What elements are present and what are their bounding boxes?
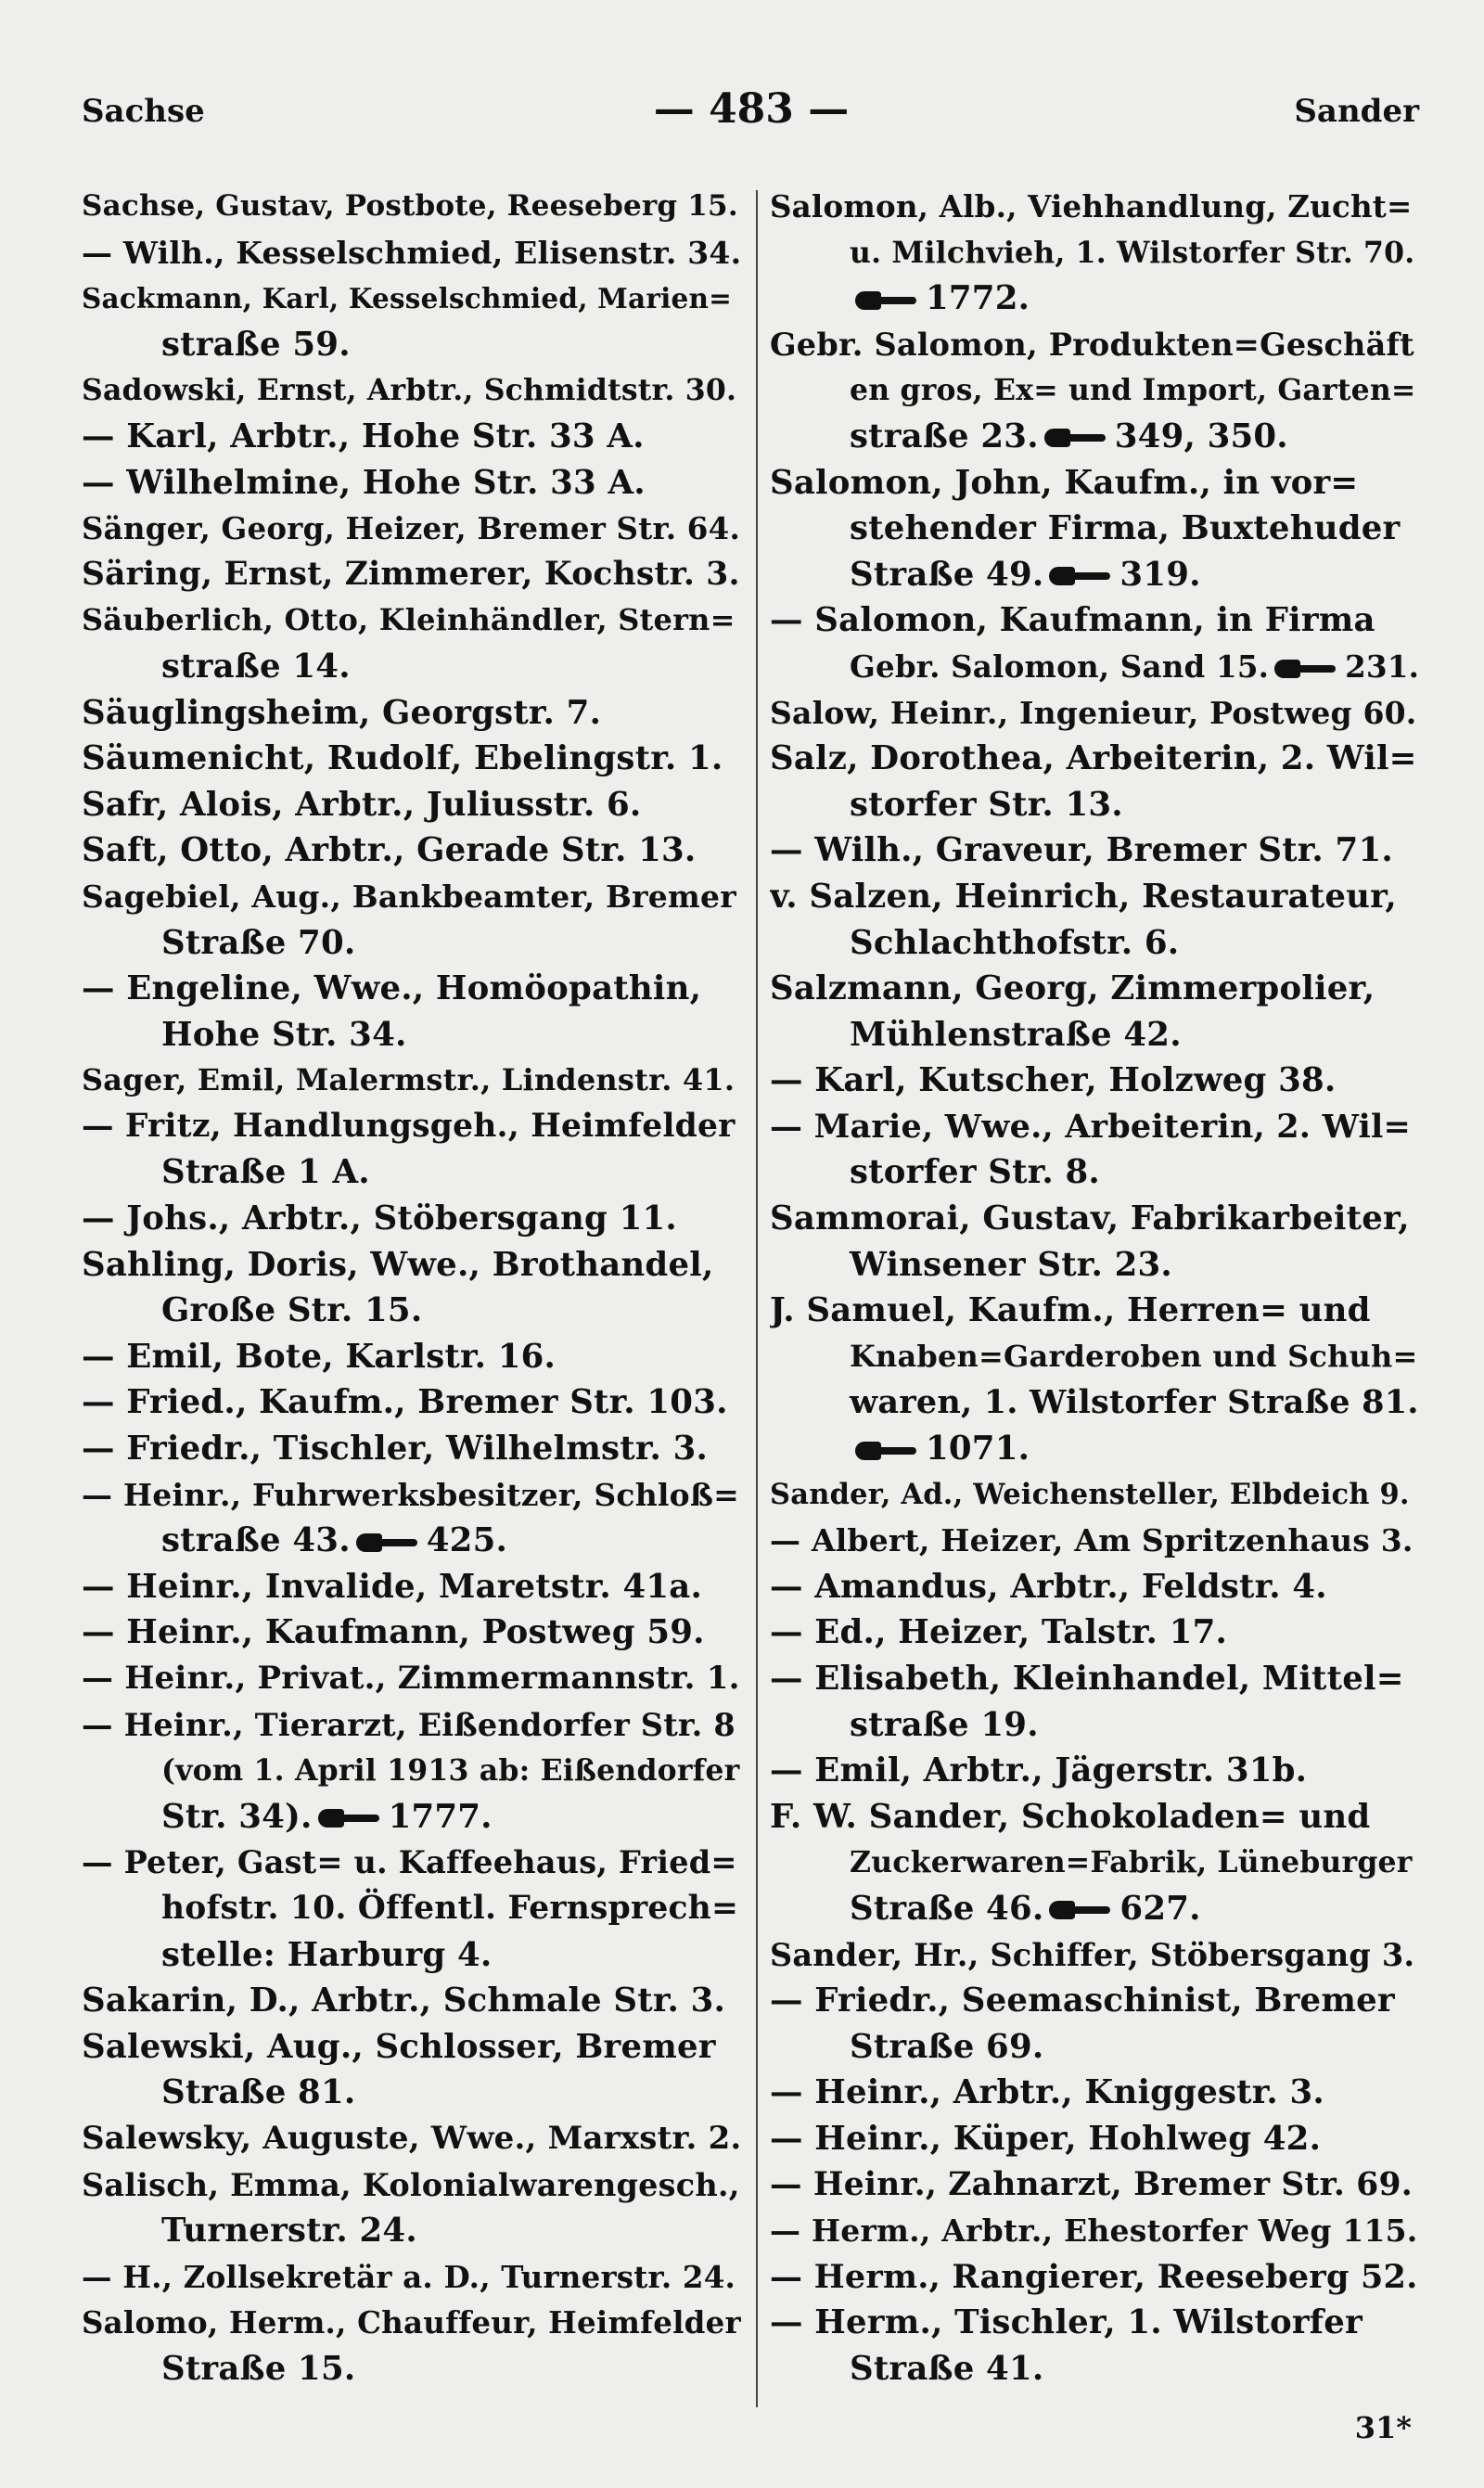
directory-line <box>770 230 1419 276</box>
entry-text: Sahling, Doris, Wwe., Brothandel, <box>82 1245 714 1284</box>
entry-text: (vom 1. April 1913 ab: Eißendorfer <box>161 1753 740 1789</box>
entry-text: F. W. Sander, Schokoladen= und <box>770 1797 1371 1836</box>
directory-line <box>82 1978 742 2024</box>
entry-text: — H., Zollsekretär a. D., Turnerstr. 24. <box>82 2258 736 2295</box>
directory-line <box>82 1702 742 1749</box>
directory-line <box>770 276 1419 322</box>
entry-text: Salzmann, Georg, Zimmerpolier, <box>770 969 1375 1008</box>
directory-line <box>770 1472 1419 1519</box>
entry-text: — Engeline, Wwe., Homöopathin, <box>82 969 702 1008</box>
entry-text: Zuckerwaren=Fabrik, Lüneburger <box>850 1845 1413 1880</box>
entry-text: Salewski, Aug., Schlosser, Bremer <box>82 2027 716 2066</box>
directory-line <box>770 1794 1419 1840</box>
directory-line <box>770 1656 1419 1702</box>
directory-line <box>770 1334 1419 1380</box>
entry-text: straße 14. <box>161 647 351 686</box>
entry-text: — Heinr., Arbtr., Kniggestr. 3. <box>770 2073 1324 2112</box>
directory-line <box>770 1242 1419 1289</box>
entry-text: straße 19. <box>850 1705 1039 1744</box>
directory-line <box>770 1932 1419 1979</box>
directory-line <box>770 874 1419 920</box>
entry-text: waren, 1. Wilstorfer Straße 81. <box>850 1383 1419 1422</box>
directory-line <box>770 2070 1419 2116</box>
directory-line <box>770 1149 1419 1196</box>
directory-line <box>770 1564 1419 1610</box>
entry-text: — Amandus, Arbtr., Feldstr. 4. <box>770 1567 1327 1606</box>
directory-line <box>770 644 1419 690</box>
entry-text: — Karl, Arbtr., Hohe Str. 33 A. <box>82 417 645 455</box>
directory-line <box>82 184 742 230</box>
entry-text: Str. 34). <box>161 1797 313 1836</box>
directory-line <box>82 1379 742 1426</box>
entry-text: Salisch, Emma, Kolonialwarengesch., <box>82 2166 740 2203</box>
directory-line <box>770 1978 1419 2024</box>
directory-line <box>82 1149 742 1196</box>
entry-text: Sakarin, D., Arbtr., Schmale Str. 3. <box>82 1981 726 2020</box>
entry-text: J. Samuel, Kaufm., Herren= und <box>770 1291 1371 1330</box>
phone-number: 319. <box>1119 555 1201 594</box>
directory-line <box>770 184 1419 230</box>
entry-text: Sachse, Gustav, Postbote, Reeseberg 15. <box>82 189 738 223</box>
entry-text: stelle: Harburg 4. <box>161 1935 493 1974</box>
page-number: — 483 — <box>653 85 850 133</box>
directory-line <box>770 460 1419 507</box>
entry-text: Große Str. 15. <box>161 1291 423 1330</box>
directory-line <box>82 1472 742 1519</box>
entry-text: Salewsky, Auguste, Wwe., Marxstr. 2. <box>82 2119 742 2157</box>
directory-line <box>82 1564 742 1610</box>
entry-text: — Heinr., Privat., Zimmermannstr. 1. <box>82 1660 740 1697</box>
entry-text: storfer Str. 13. <box>850 785 1123 824</box>
telephone-receiver-icon <box>318 1808 379 1828</box>
directory-line <box>82 874 742 920</box>
telephone-receiver-icon <box>1049 1900 1110 1920</box>
directory-line <box>770 367 1419 414</box>
entry-text: Straße 1 A. <box>161 1153 370 1192</box>
directory-line <box>82 1840 742 1886</box>
directory-line <box>770 414 1419 460</box>
phone-number: 425. <box>426 1521 508 1560</box>
directory-line <box>770 1058 1419 1104</box>
entry-text: Säuberlich, Otto, Kleinhändler, Stern= <box>82 602 736 638</box>
column-divider <box>756 190 758 2407</box>
entry-text: Straße 49. <box>850 555 1044 594</box>
directory-line <box>82 1196 742 1242</box>
directory-line <box>82 460 742 507</box>
directory-line <box>82 1932 742 1979</box>
directory-line <box>770 2346 1419 2392</box>
directory-line <box>82 414 742 460</box>
directory-line <box>82 322 742 368</box>
directory-line <box>770 552 1419 598</box>
directory-line <box>770 1518 1419 1564</box>
entry-text: Sander, Hr., Schiffer, Stöbersgang 3. <box>770 1936 1415 1973</box>
entry-text: Säuglingsheim, Georgstr. 7. <box>82 693 602 732</box>
directory-line <box>82 1610 742 1656</box>
entry-text: Salow, Heinr., Ingenieur, Postweg 60. <box>770 694 1417 731</box>
entry-text: Knaben=Garderoben und Schuh= <box>850 1338 1418 1374</box>
directory-line <box>82 1886 742 1932</box>
directory-line <box>770 1748 1419 1794</box>
phone-number: 1071. <box>926 1430 1030 1468</box>
entry-text: — Heinr., Fuhrwerksbesitzer, Schloß= <box>82 1476 739 1513</box>
directory-line <box>82 2254 742 2301</box>
phone-number: 349, 350. <box>1114 417 1288 455</box>
entry-text: — Heinr., Tierarzt, Eißendorfer Str. 8 <box>82 1706 736 1743</box>
entry-text: — Wilh., Kesselschmied, Elisenstr. 34. <box>82 234 742 271</box>
entry-text: — Karl, Kutscher, Holzweg 38. <box>770 1061 1337 1100</box>
directory-line <box>770 920 1419 967</box>
entry-text: Safr, Alois, Arbtr., Juliusstr. 6. <box>82 785 642 824</box>
entry-text: Straße 41. <box>850 2349 1044 2388</box>
directory-line <box>82 367 742 414</box>
entry-text: Gebr. Salomon, Produkten=Geschäft <box>770 326 1414 363</box>
entry-text: Säumenicht, Rudolf, Ebelingstr. 1. <box>82 739 723 778</box>
entry-text: Sager, Emil, Malermstr., Lindenstr. 41. <box>82 1062 736 1098</box>
directory-line <box>82 1242 742 1289</box>
telephone-receiver-icon <box>1044 428 1106 448</box>
directory-line <box>770 2208 1419 2254</box>
directory-line <box>770 1379 1419 1426</box>
directory-line <box>770 966 1419 1012</box>
entry-text: — Herm., Tischler, 1. Wilstorfer <box>770 2303 1362 2342</box>
directory-line <box>82 644 742 690</box>
directory-line <box>770 1426 1419 1472</box>
entry-text: stehender Firma, Buxtehuder <box>850 509 1401 548</box>
entry-text: hofstr. 10. Öffentl. Fernsprech= <box>161 1889 739 1927</box>
right-column <box>770 184 1419 2392</box>
directory-line <box>770 322 1419 368</box>
directory-line <box>770 1610 1419 1656</box>
entry-text: Turnerstr. 24. <box>161 2212 417 2251</box>
entry-text: v. Salzen, Heinrich, Restaurateur, <box>770 877 1397 916</box>
directory-line <box>770 1840 1419 1886</box>
signature-mark: 31* <box>1354 2410 1412 2445</box>
entry-text: Sackmann, Karl, Kesselschmied, Marien= <box>82 282 733 315</box>
entry-text: Straße 46. <box>850 1889 1044 1928</box>
entry-text: Gebr. Salomon, Sand 15. <box>850 648 1270 685</box>
entry-text: — Heinr., Zahnarzt, Bremer Str. 69. <box>770 2165 1413 2203</box>
directory-line <box>82 690 742 737</box>
entry-text: Sagebiel, Aug., Bankbeamter, Bremer <box>82 878 736 915</box>
directory-line <box>82 1334 742 1380</box>
directory-line <box>770 1196 1419 1242</box>
directory-line <box>82 1012 742 1058</box>
directory-line <box>770 690 1419 737</box>
directory-line <box>82 1518 742 1564</box>
directory-line <box>82 2300 742 2346</box>
directory-line <box>82 1748 742 1794</box>
entry-text: — Elisabeth, Kleinhandel, Mittel= <box>770 1660 1404 1698</box>
entry-text: — Emil, Arbtr., Jägerstr. 31b. <box>770 1751 1308 1790</box>
entry-text: — Wilhelmine, Hohe Str. 33 A. <box>82 463 646 502</box>
directory-line <box>770 2116 1419 2162</box>
entry-text: Säring, Ernst, Zimmerer, Kochstr. 3. <box>82 555 740 593</box>
directory-line <box>82 1288 742 1334</box>
directory-line <box>82 966 742 1012</box>
running-header-left: Sachse <box>82 93 205 130</box>
entry-text: — Fried., Kaufm., Bremer Str. 103. <box>82 1383 728 1422</box>
entry-text: — Johs., Arbtr., Stöbersgang 11. <box>82 1199 677 1238</box>
directory-line <box>82 827 742 874</box>
entry-text: Sadowski, Ernst, Arbtr., Schmidtstr. 30. <box>82 373 737 408</box>
entry-text: Schlachthofstr. 6. <box>850 923 1180 962</box>
telephone-receiver-icon <box>1049 566 1110 586</box>
directory-line <box>770 506 1419 552</box>
entry-text: Straße 69. <box>850 2027 1044 2066</box>
entry-text: — Emil, Bote, Karlstr. 16. <box>82 1337 556 1376</box>
directory-line <box>82 276 742 322</box>
entry-text: — Heinr., Küper, Hohlweg 42. <box>770 2119 1322 2158</box>
entry-text: — Albert, Heizer, Am Spritzenhaus 3. <box>770 1522 1414 1559</box>
directory-line <box>82 552 742 598</box>
entry-text: u. Milchvieh, 1. Wilstorfer Str. 70. <box>850 235 1415 270</box>
telephone-receiver-icon <box>1274 659 1336 679</box>
entry-text: Straße 15. <box>161 2349 356 2388</box>
directory-line <box>770 827 1419 874</box>
directory-line <box>82 1104 742 1150</box>
entry-text: Hohe Str. 34. <box>161 1015 407 1054</box>
directory-line <box>770 736 1419 782</box>
entry-text: — Ed., Heizer, Talstr. 17. <box>770 1613 1228 1652</box>
entry-text: — Herm., Arbtr., Ehestorfer Weg 115. <box>770 2212 1418 2250</box>
directory-line <box>770 2024 1419 2071</box>
entry-text: — Friedr., Tischler, Wilhelmstr. 3. <box>82 1430 709 1468</box>
entry-text: — Wilh., Graveur, Bremer Str. 71. <box>770 831 1393 870</box>
left-column <box>82 184 742 2392</box>
entry-text: Mühlenstraße 42. <box>850 1015 1182 1054</box>
phone-number: 1777. <box>388 1797 493 1836</box>
entry-text: Salomon, John, Kaufm., in vor= <box>770 463 1359 502</box>
directory-line <box>770 597 1419 644</box>
directory-line <box>82 2208 742 2254</box>
directory-line <box>770 1288 1419 1334</box>
entry-text: — Salomon, Kaufmann, in Firma <box>770 601 1375 640</box>
entry-text: — Fritz, Handlungsgeh., Heimfelder <box>82 1107 736 1145</box>
directory-line <box>82 1794 742 1840</box>
entry-text: Sammorai, Gustav, Fabrikarbeiter, <box>770 1199 1410 1238</box>
directory-line <box>82 2162 742 2209</box>
directory-line <box>82 2346 742 2392</box>
telephone-receiver-icon <box>855 1441 916 1461</box>
directory-line <box>82 230 742 276</box>
phone-number: 627. <box>1119 1889 1201 1928</box>
directory-line <box>82 782 742 828</box>
entry-text: storfer Str. 8. <box>850 1153 1100 1192</box>
telephone-receiver-icon <box>855 290 916 311</box>
entry-text: Winsener Str. 23. <box>850 1245 1172 1284</box>
entry-text: Salomon, Alb., Viehhandlung, Zucht= <box>770 188 1413 224</box>
directory-line <box>82 2024 742 2071</box>
entry-text: — Herm., Rangierer, Reeseberg 52. <box>770 2257 1418 2296</box>
entry-text: en gros, Ex= und Import, Garten= <box>850 373 1416 408</box>
running-header-right: Sander <box>1294 93 1419 130</box>
telephone-receiver-icon <box>356 1533 417 1553</box>
directory-line <box>82 736 742 782</box>
entry-text: Salz, Dorothea, Arbeiterin, 2. Wil= <box>770 739 1417 778</box>
entry-text: Saft, Otto, Arbtr., Gerade Str. 13. <box>82 831 697 870</box>
entry-text: Salomo, Herm., Chauffeur, Heimfelder <box>82 2304 741 2341</box>
entry-text: — Heinr., Invalide, Maretstr. 41a. <box>82 1567 703 1606</box>
entry-text: — Peter, Gast= u. Kaffeehaus, Fried= <box>82 1844 737 1881</box>
directory-line <box>770 1104 1419 1150</box>
entry-text: straße 23. <box>850 417 1039 455</box>
directory-line <box>770 2162 1419 2209</box>
entry-text: — Friedr., Seemaschinist, Bremer <box>770 1981 1395 2020</box>
phone-number: 231. <box>1345 648 1419 685</box>
entry-text: Sänger, Georg, Heizer, Bremer Str. 64. <box>82 510 740 547</box>
phone-number: 1772. <box>926 279 1030 318</box>
directory-line <box>82 1058 742 1104</box>
entry-text: Straße 81. <box>161 2073 356 2112</box>
directory-line <box>82 506 742 552</box>
entry-text: Straße 70. <box>161 923 356 962</box>
entry-text: — Heinr., Kaufmann, Postweg 59. <box>82 1613 705 1652</box>
entry-text: straße 43. <box>161 1521 351 1560</box>
entry-text: — Marie, Wwe., Arbeiterin, 2. Wil= <box>770 1107 1411 1146</box>
directory-line <box>770 1886 1419 1932</box>
directory-line <box>82 2070 742 2116</box>
directory-line <box>770 1012 1419 1058</box>
entry-text: straße 59. <box>161 325 351 364</box>
directory-line <box>82 1426 742 1472</box>
directory-line <box>82 920 742 967</box>
directory-line <box>82 597 742 644</box>
directory-line <box>82 1656 742 1702</box>
directory-line <box>770 1702 1419 1749</box>
directory-line <box>770 2300 1419 2346</box>
directory-line <box>770 782 1419 828</box>
directory-line <box>770 2254 1419 2301</box>
directory-line <box>82 2116 742 2162</box>
entry-text: Sander, Ad., Weichensteller, Elbdeich 9. <box>770 1477 1410 1511</box>
